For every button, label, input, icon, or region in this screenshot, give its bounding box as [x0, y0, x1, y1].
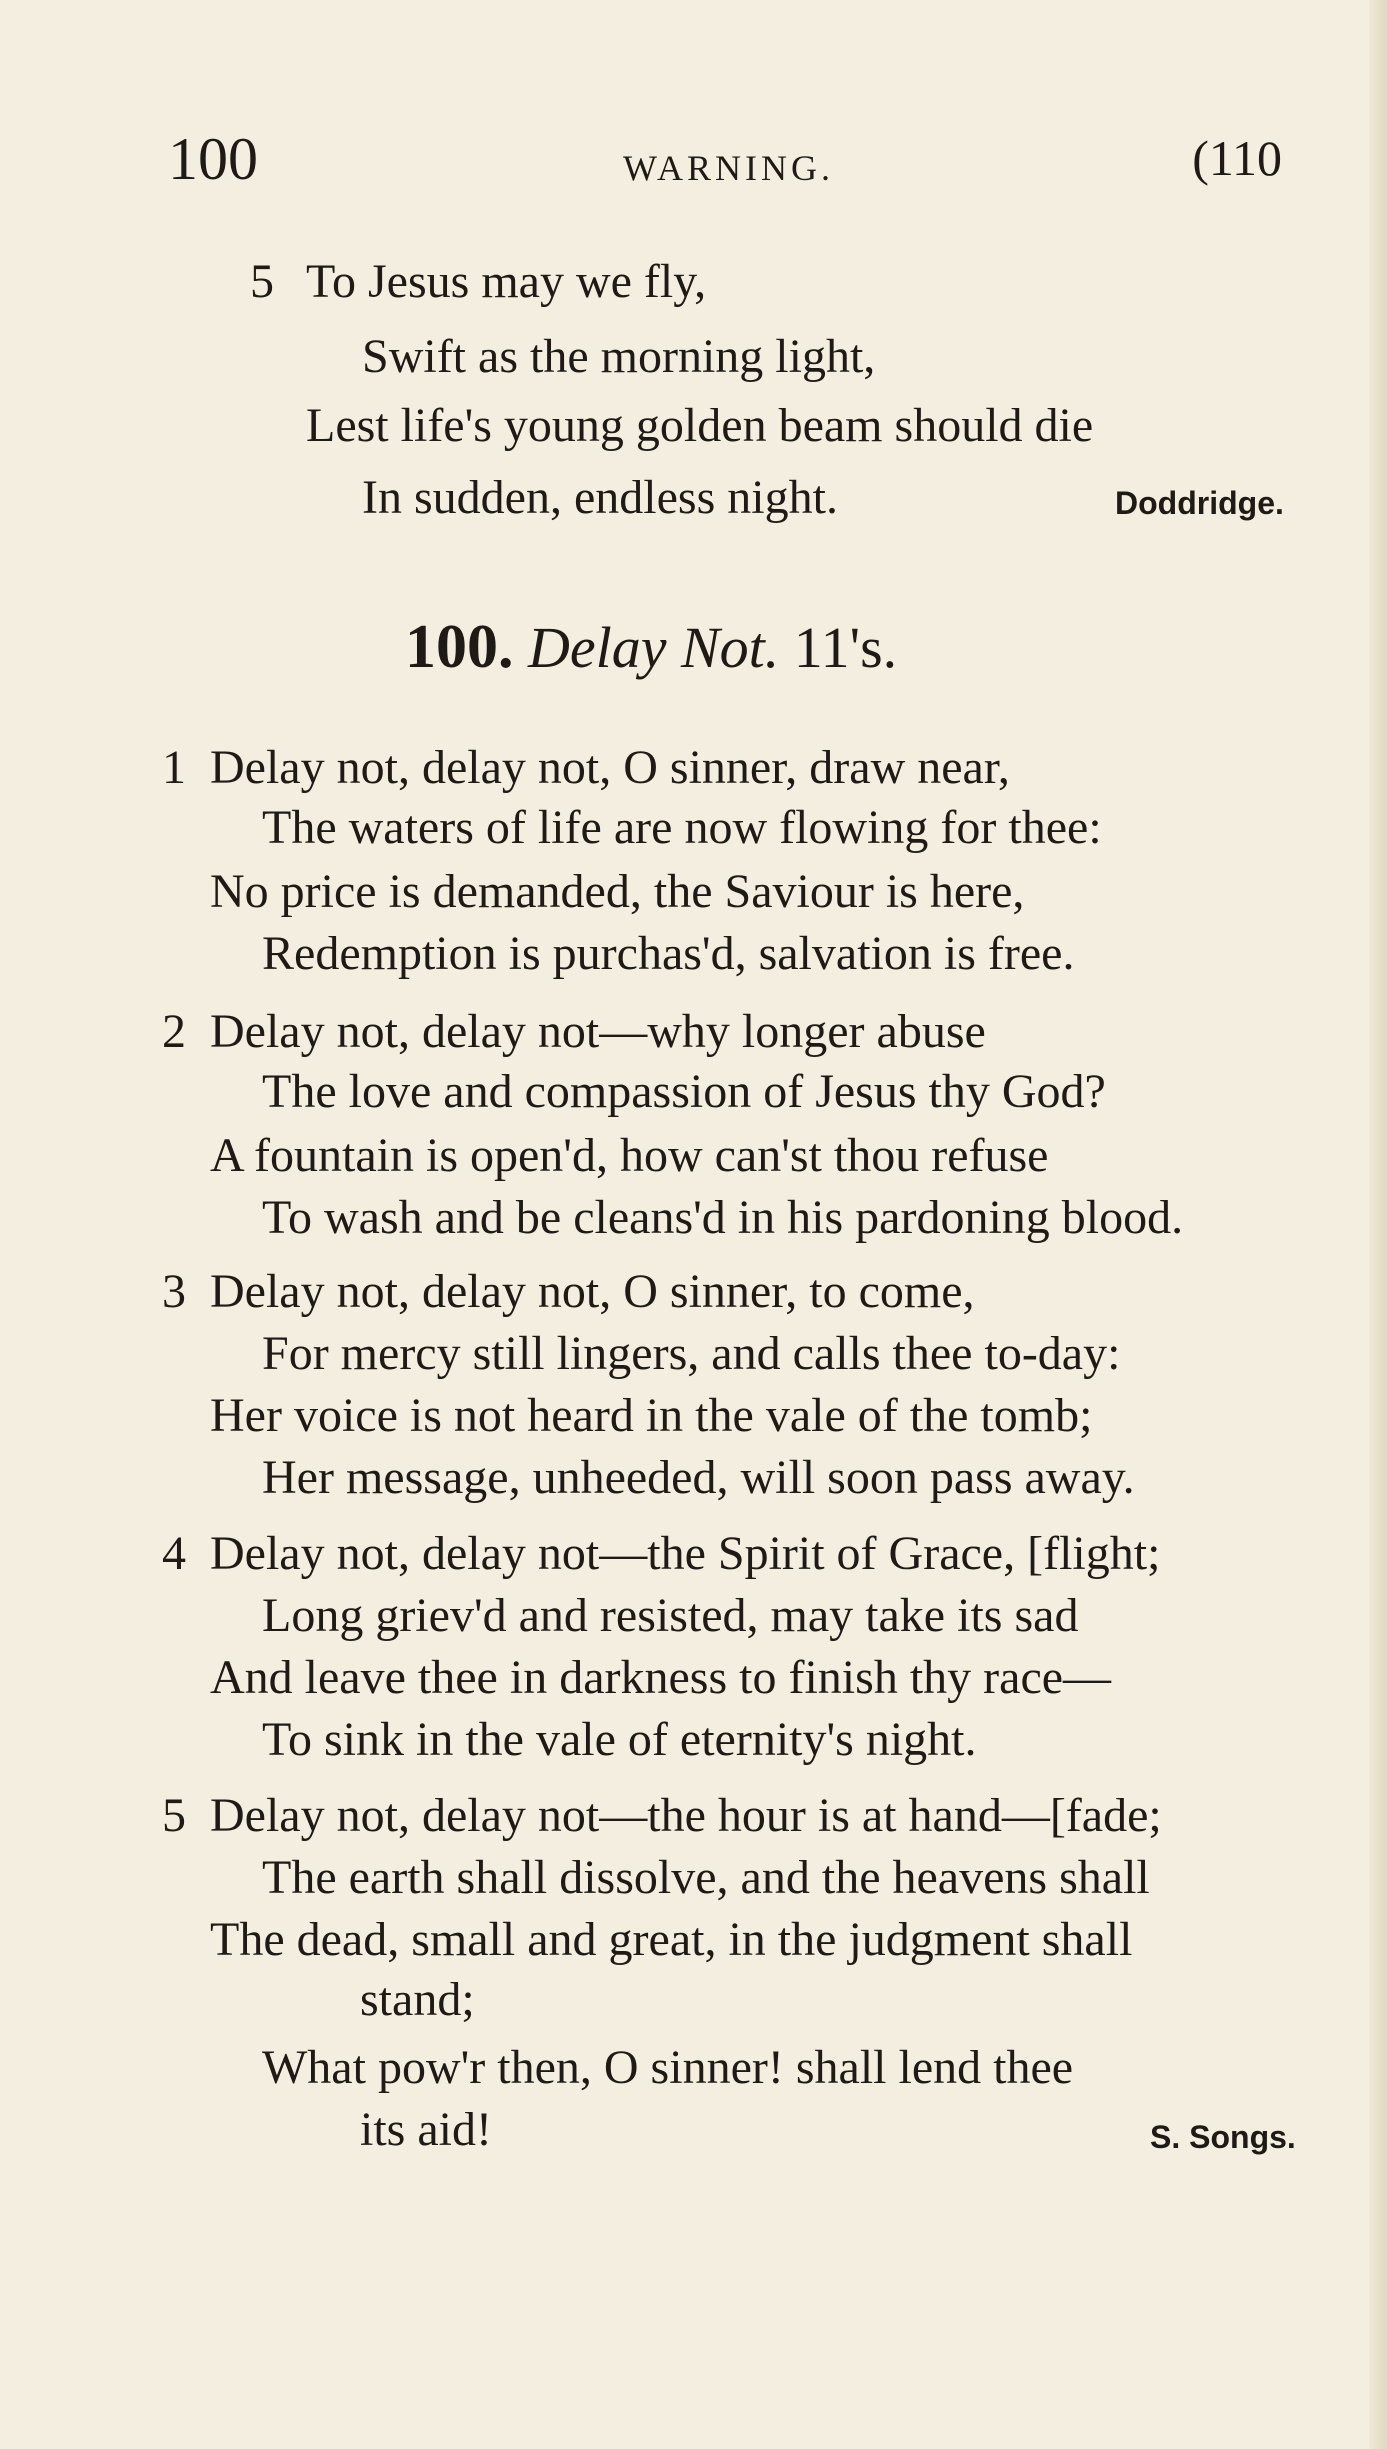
attribution: S. Songs.	[1150, 2119, 1296, 2155]
verse-number: 2	[162, 1005, 186, 1058]
verse-number: 3	[162, 1265, 186, 1318]
running-header	[168, 125, 1327, 205]
verse-line: Delay not, delay not—the Spirit of Grace, [flight;	[210, 1527, 1161, 1580]
verse-number: 5	[162, 1789, 186, 1842]
verse-line: Long griev'd and resisted, may take its sad	[262, 1589, 1079, 1642]
verse-line: Swift as the morning light,	[362, 330, 876, 383]
hymn-heading	[405, 612, 897, 683]
verse-line: The earth shall dissolve, and the heavens shall	[262, 1851, 1150, 1904]
hymn-number: 100.	[405, 613, 514, 681]
verse-line: its aid!	[360, 2103, 492, 2156]
verse-number: 4	[162, 1527, 186, 1580]
verse-line: What pow'r then, O sinner! shall lend thee	[262, 2041, 1074, 2094]
verse-line: The love and compassion of Jesus thy God?	[262, 1065, 1106, 1118]
verse-line: No price is demanded, the Saviour is here,	[210, 865, 1025, 918]
attribution: Doddridge.	[1115, 485, 1284, 521]
page-edge	[1369, 0, 1387, 2449]
hymn-reference: (110	[1192, 130, 1282, 186]
verse-line: A fountain is open'd, how can'st thou refuse	[210, 1129, 1049, 1182]
verse-line: In sudden, endless night.	[362, 471, 838, 524]
verse-line: The dead, small and great, in the judgment shall	[210, 1913, 1133, 1966]
hymn-meter: 11's.	[793, 615, 898, 680]
verse-line: Delay not, delay not, O sinner, to come,	[210, 1265, 975, 1318]
verse-line: Lest life's young golden beam should die	[306, 399, 1094, 452]
verse-line: Delay not, delay not, O sinner, draw near,	[210, 741, 1010, 794]
verse-line: Delay not, delay not—the hour is at hand—[fade;	[210, 1789, 1162, 1842]
verse-line: To Jesus may we fly,	[306, 255, 707, 308]
verse-line: Her voice is not heard in the vale of the tomb;	[210, 1389, 1093, 1442]
verse-line: stand;	[360, 1973, 475, 2026]
verse-line: To wash and be cleans'd in his pardoning blood.	[262, 1191, 1184, 1244]
verse-number: 5	[250, 255, 274, 308]
verse-line: And leave thee in darkness to finish thy race—	[210, 1651, 1112, 1704]
verse-line: Her message, unheeded, will soon pass away.	[262, 1451, 1135, 1504]
verse-line: For mercy still lingers, and calls thee to-day:	[262, 1327, 1121, 1380]
verse-line: Redemption is purchas'd, salvation is free.	[262, 927, 1075, 980]
verse-number: 1	[162, 741, 186, 794]
verse-line: To sink in the vale of eternity's night.	[262, 1713, 977, 1766]
page-number: 100	[168, 126, 258, 192]
hymn-title: Delay Not.	[528, 615, 780, 680]
verse-line: The waters of life are now flowing for thee:	[262, 801, 1102, 854]
verse-line: Delay not, delay not—why longer abuse	[210, 1005, 986, 1058]
section-title: WARNING.	[623, 148, 834, 188]
